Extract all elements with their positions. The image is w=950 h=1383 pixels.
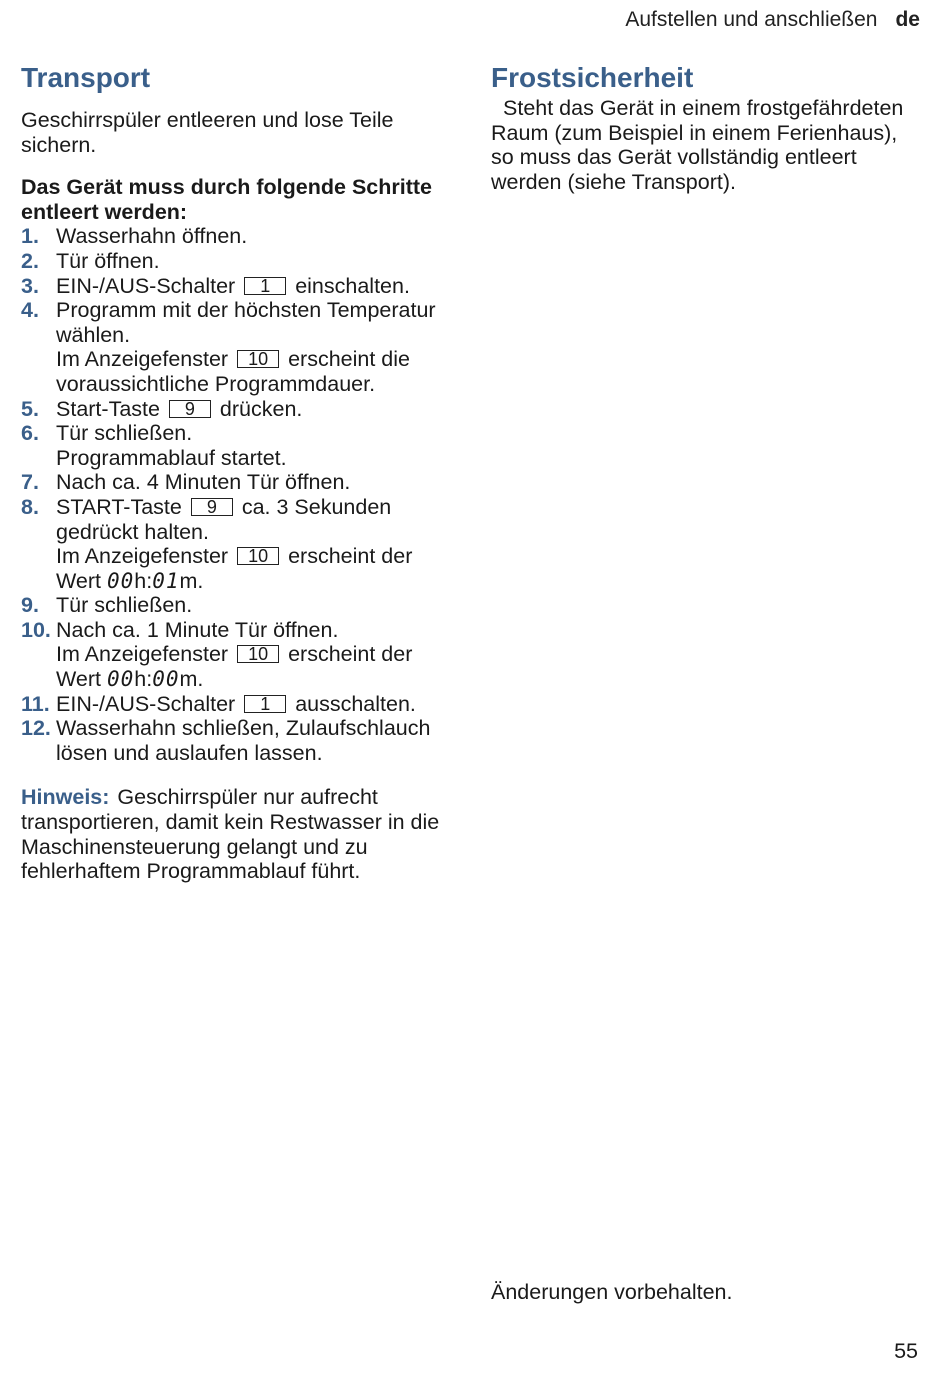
display-unit: h: [134, 568, 153, 593]
button-reference: 9 [191, 498, 233, 516]
step-text: Tür schließen. [56, 421, 193, 446]
step-number: 6. [21, 421, 39, 446]
step-number: 3. [21, 273, 39, 298]
step-text: erscheint der Wert [56, 544, 413, 593]
display-unit: m. [179, 667, 204, 692]
step-text: ca. 3 Sekunden gedrückt halten. [56, 494, 392, 544]
step-subtext [56, 544, 451, 593]
step-subtext [56, 347, 451, 396]
step-text: Nach ca. 1 Minute Tür öffnen. [56, 617, 339, 642]
step-text: START-Taste [56, 494, 182, 519]
step-text: Nach ca. 4 Minuten Tür öffnen. [56, 470, 351, 495]
transport-intro: Geschirrspüler entleeren und lose Teile sichern. [21, 108, 394, 157]
transport-heading: Transport [21, 62, 151, 93]
step-11 [21, 692, 451, 717]
display-unit: m. [179, 568, 204, 593]
step-text: ausschalten. [295, 691, 416, 716]
step-9 [21, 593, 451, 618]
step-number: 4. [21, 298, 39, 323]
display-value: 00 [106, 667, 135, 692]
step-text: Wasserhahn öffnen. [56, 224, 248, 249]
step-text: Tür schließen. [56, 593, 193, 618]
hint-text: Geschirrspüler nur aufrecht transportieren, damit kein Restwasser in die Maschinensteuerung gelangt und zu fehlerhaftem Programmablauf führt. [21, 785, 440, 884]
step-text: Im Anzeigefenster [56, 642, 229, 667]
step-text: Start-Taste [56, 396, 160, 421]
step-text: EIN-/AUS-Schalter [56, 273, 236, 298]
display-reference: 10 [237, 547, 279, 565]
step-number: 7. [21, 470, 39, 495]
step-12 [21, 716, 451, 765]
step-text: EIN-/AUS-Schalter [56, 691, 236, 716]
display-value: 00 [106, 568, 135, 593]
button-reference: 1 [244, 695, 286, 713]
step-7 [21, 470, 451, 495]
step-text: Im Anzeigefenster [56, 347, 229, 372]
step-10 [21, 618, 451, 692]
step-text: drücken. [219, 396, 303, 421]
frost-text: Steht das Gerät in einem frostgefährdeten Raum (zum Beispiel in einem Ferienhaus), so muss das Gerät vollständig entleert werden (siehe Transport). [491, 96, 904, 194]
frost-heading: Frostsicherheit [491, 62, 694, 93]
transport-section [21, 60, 451, 884]
step-text: Im Anzeigefenster [56, 544, 229, 569]
step-6 [21, 421, 451, 470]
section-title: Aufstellen und anschließen [625, 8, 878, 31]
footer-note: Änderungen vorbehalten. [491, 1280, 733, 1304]
step-4 [21, 298, 451, 396]
step-subtext [56, 642, 451, 691]
button-reference: 1 [244, 277, 286, 295]
step-text: erscheint die voraussichtliche Programmdauer. [56, 347, 410, 396]
steps-list [21, 224, 451, 765]
step-number: 2. [21, 248, 39, 273]
frost-section [491, 60, 921, 194]
step-number: 5. [21, 396, 39, 421]
step-number: 11. [21, 691, 50, 716]
step-8 [21, 495, 451, 593]
hint-label: Hinweis: [21, 785, 110, 810]
display-reference: 10 [237, 350, 279, 368]
display-value: 01 [152, 568, 180, 593]
step-3 [21, 274, 451, 299]
step-number: 8. [21, 494, 39, 519]
step-subtext: Programmablauf startet. [56, 445, 287, 470]
step-text: Programm mit der höchsten Temperatur wählen. [56, 298, 436, 347]
step-number: 12. [21, 716, 51, 741]
step-number: 1. [21, 224, 39, 249]
step-2 [21, 249, 451, 274]
step-text: Wasserhahn schließen, Zulaufschlauch lösen und auslaufen lassen. [56, 716, 431, 765]
steps-heading: Das Gerät muss durch folgende Schritte entleert werden: [21, 175, 432, 224]
display-unit: h: [134, 667, 153, 692]
button-reference: 9 [169, 400, 211, 418]
step-text: erscheint der Wert [56, 642, 413, 692]
step-number: 10. [21, 617, 51, 642]
step-number: 9. [21, 593, 39, 618]
display-reference: 10 [237, 645, 279, 663]
step-5 [21, 397, 451, 422]
language-code: de [895, 8, 920, 31]
step-text: Tür öffnen. [56, 248, 160, 273]
page-number: 55 [894, 1339, 918, 1363]
page-header [625, 8, 920, 32]
display-value: 00 [152, 667, 180, 692]
step-1 [21, 224, 451, 249]
hint-note [21, 785, 451, 883]
step-text: einschalten. [295, 273, 410, 298]
